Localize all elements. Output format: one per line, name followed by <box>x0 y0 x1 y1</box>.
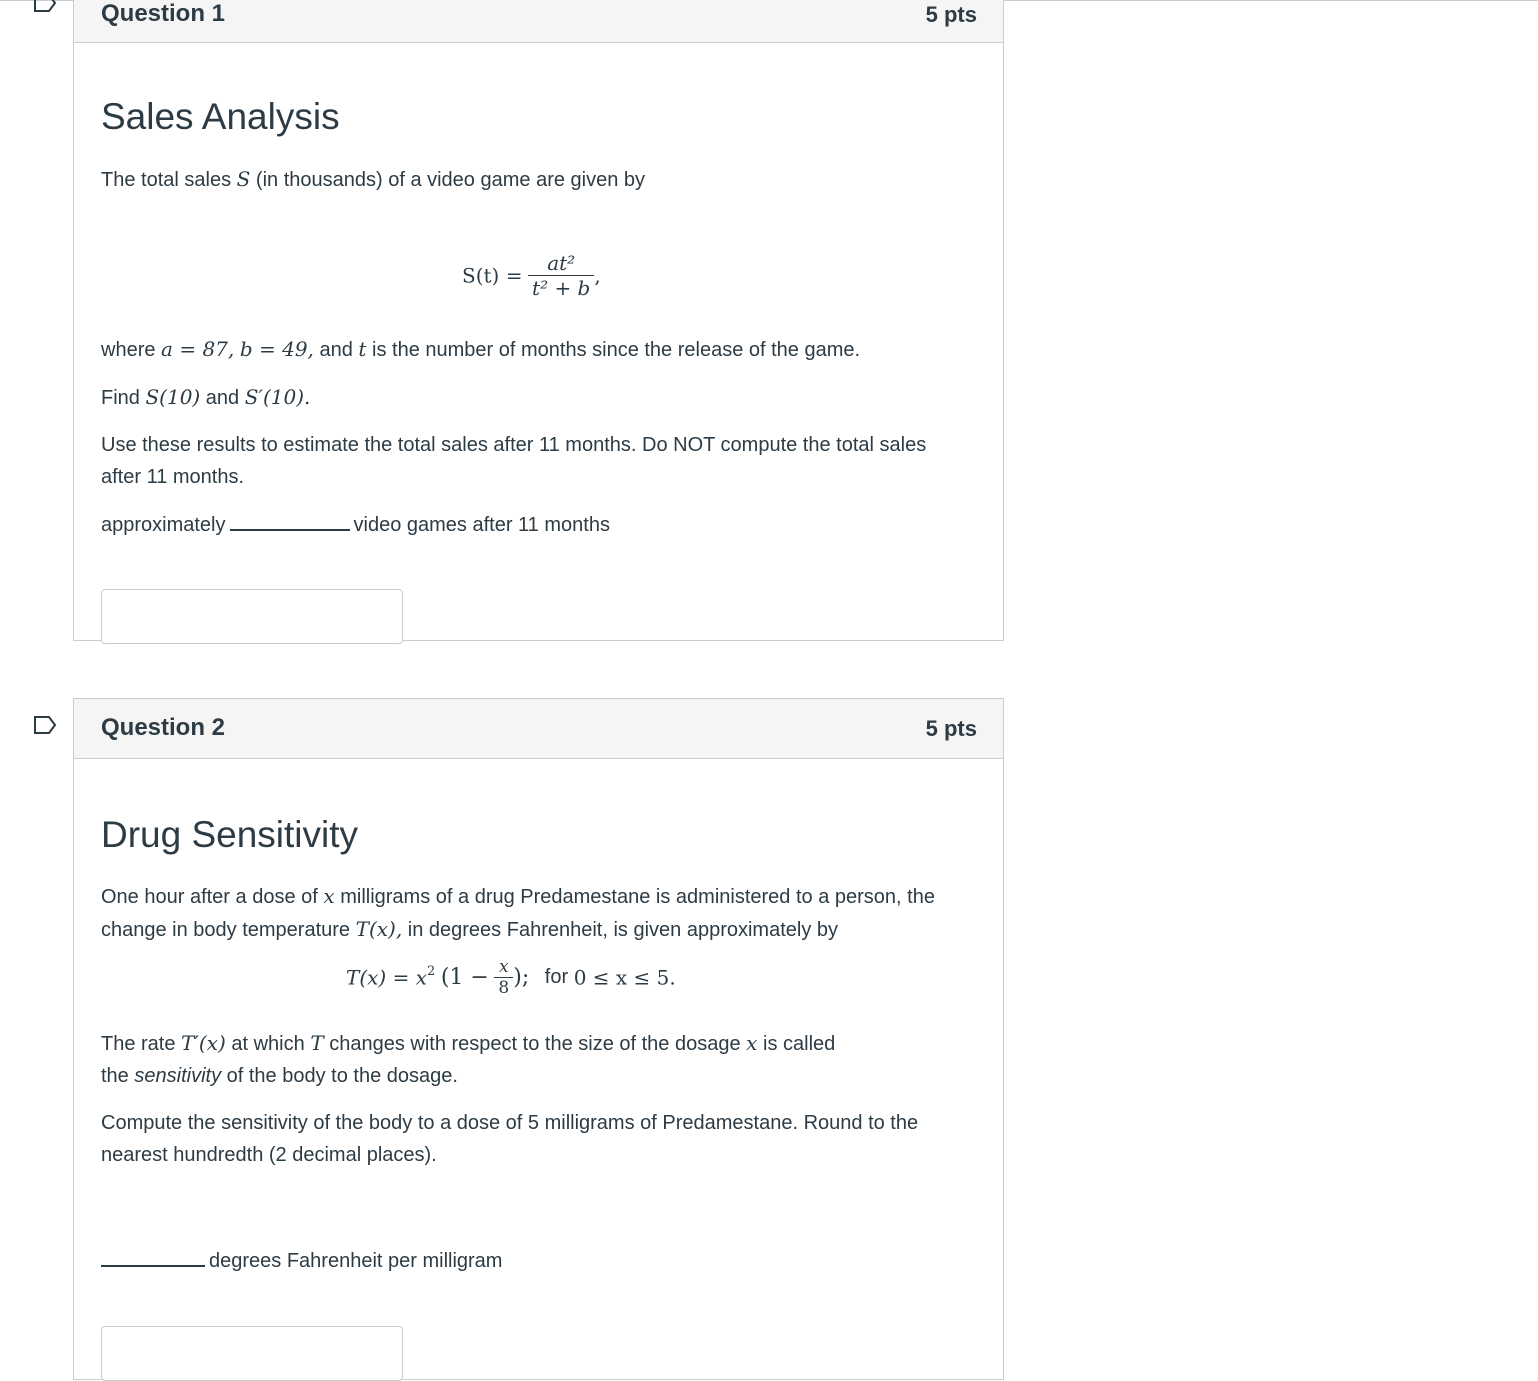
question-points: 5 pts <box>925 2 977 27</box>
answer-prompt: degrees Fahrenheit per milligram <box>101 1245 981 1277</box>
rate-text: The rate T′(x) at which T changes with respect to the size of the dosage x is called the sensitivity of the body to the dosage. <box>101 1031 836 1087</box>
intro-text: One hour after a dose of x milligrams of a drug Predamestane is administered to a person, the change in body temperature T(x), in degrees Fahrenheit, is given approximately by <box>101 884 935 941</box>
question-heading: Sales Analysis <box>101 96 340 137</box>
question-2 <box>73 698 1004 1380</box>
answer-blank <box>230 509 350 531</box>
answer-prompt: approximately video games after 11 months <box>101 509 981 541</box>
intro-text: The total sales S (in thousands) of a video game are given by <box>101 167 646 191</box>
question-points: 5 pts <box>925 716 977 741</box>
flag-question-icon[interactable] <box>34 0 56 12</box>
find-text: Find S(10) and S′(10). <box>101 385 311 409</box>
where-text: where a = 87, b = 49, and t is the number of months since the release of the game. <box>101 337 861 361</box>
temperature-formula: $T(x) = x^2$ (1 − $\frac{x}{8}$ ); for 0 ≤ x ≤ 5. <box>346 957 676 998</box>
flag-question-icon[interactable] <box>34 716 56 734</box>
estimate-text: Use these results to estimate the total sales after 11 months. Do NOT compute the total sales after 11 months. <box>101 434 927 488</box>
sales-formula: S(t) = $\frac{\text{at²}}{\text{t² + b}}$ , <box>462 251 601 300</box>
question-heading: Drug Sensitivity <box>101 814 359 855</box>
question-header <box>74 0 1003 43</box>
answer-input[interactable] <box>101 1326 403 1381</box>
question-title: Question 2 <box>101 714 226 741</box>
answer-blank <box>101 1245 205 1267</box>
compute-text: Compute the sensitivity of the body to a dose of 5 milligrams of Predamestane. Round to the nearest hundredth (2 decimal places). <box>101 1112 919 1166</box>
question-1 <box>73 0 1004 641</box>
answer-input[interactable] <box>101 589 403 644</box>
question-title: Question 1 <box>101 0 226 27</box>
question-header <box>74 699 1003 759</box>
